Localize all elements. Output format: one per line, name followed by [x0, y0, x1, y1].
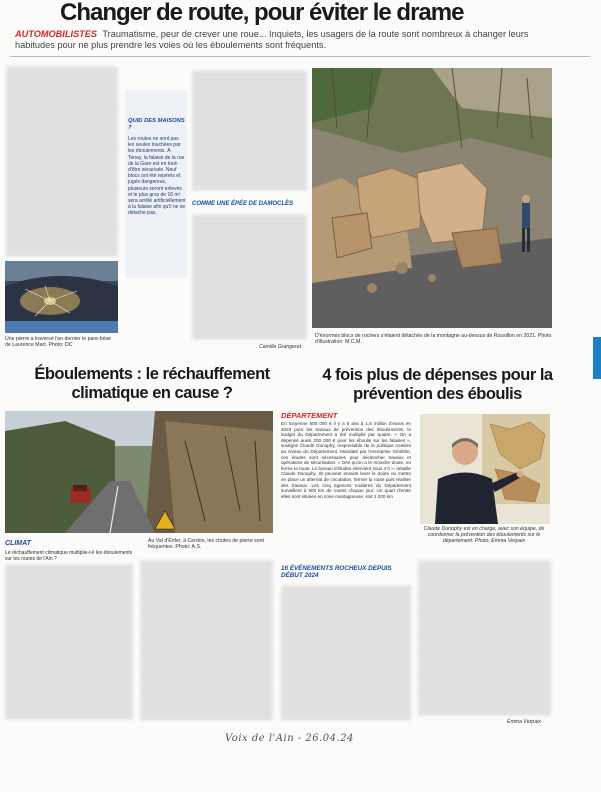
page-edge-tab: [593, 337, 601, 379]
climat-lead: Le réchauffement climatique multiplie-t-il les éboulements sur les routes de l'Ain ?: [5, 550, 133, 562]
redacted-text-climat-col1: [5, 564, 133, 719]
road-photo: [5, 411, 273, 533]
header-rule: [10, 56, 590, 57]
road-caption: Au Val d'Enfer, à Cerdon, les chutes de pierre sont fréquentes. Photo: A.S.: [148, 538, 264, 551]
sidebar-box-body: Les routes ne sont pas les seules touchées par les éboulements. À Tenay, la falaise de la rue de la Gare est en train d'être sécurisée. Neuf blocs ont été repérés et jugés dangereux, plusieurs seront enlevés et le plus gros de 16 m³ sera arrêté artificiellement à la falaise afin qu'il ne se détache pas.: [128, 136, 186, 217]
redacted-text-events-col: [281, 585, 411, 720]
rockfall-caption: D'énormes blocs de rochers s'étaient détachés de la montagne au-dessus de Rossillon en 2021. Photo d'illustration: M.C.M.: [315, 333, 552, 346]
person-photo: [420, 414, 550, 524]
header-lead-block: [15, 29, 550, 51]
subhead-damocles: COMME UNE ÉPÉE DE DAMOCLÈS: [192, 201, 294, 207]
sidebar-box-title: QUID DES MAISONS ?: [128, 118, 185, 131]
header-kicker: AUTOMOBILISTES: [15, 29, 98, 39]
rockfall-photo: [312, 68, 552, 328]
handwritten-source-date: Voix de l'Ain - 26.04.24: [225, 733, 354, 744]
person-caption: Claude Dunophy est en charge, avec son équipe, de coordonner la prévention des éboulements sur le département. Photo: Emma Verpaix: [423, 526, 545, 545]
windshield-photo: [5, 261, 118, 333]
right-headline: 4 fois plus de dépenses pour la prévention des éboulis: [322, 366, 553, 403]
header-lead: Traumatisme, peur de crever une roue... Inquiets, les usagers de la route sont nombreux à changer leurs habitudes pour ne plus prendre les voies où les éboulements sont fréquents.: [15, 29, 529, 50]
department-body: En moyenne 500 000 € il y a 5 ans à 1,6 million d'euros en 2023 pour les travaux de prévention des éboulements, le budget du Département a été multiplié par quatre. « On a dépensé aussi 200 000 € pour les éboulis sur les falaises », souligne Claude Dunophy, responsable de la politique routière au niveau du Département. Mandaté par l'entreprise Géolithe, ces études sont nécessaires pour déclencher travaux et opérations de sécurisation. « Dès qu'on a le moindre doute, on ferme la route. Le bureau d'études intervient sous 4 h », détaille Claude Dunophy. Ils peuvent ensuite lever le doute ou mettre en place un alternat de circulation, fermer la route puis réaliser des travaux. Les cinq agences routières du Département surveillent à 500 km de routes chaque jour. Un quart d'entre elles sont situées en zone montagneuse, soit 1 200 km.: [281, 421, 411, 499]
department-kicker: DÉPARTEMENT: [281, 411, 338, 420]
events-subhead: 16 ÉVÉNEMENTS ROCHEUX DEPUIS DÉBUT 2024: [281, 565, 392, 580]
climat-kicker: CLIMAT: [5, 540, 31, 547]
redacted-text-col1: [6, 66, 118, 256]
redacted-text-col2-bottom: [192, 214, 307, 339]
author-bottom: Emma Verpaix: [507, 719, 541, 725]
windshield-caption: Une pierre a traversé l'an dernier le pare-brise de Laurence Mart. Photo: DC: [5, 336, 111, 349]
author-top: Camille Grangeret: [259, 344, 302, 350]
redacted-text-climat-col2: [140, 560, 273, 720]
page-title: Changer de route, pour éviter le drame: [60, 0, 464, 26]
redacted-text-right-col: [418, 560, 551, 715]
left-headline: Éboulements : le réchauffement climatique en cause ?: [34, 365, 270, 402]
redacted-text-col2-top: [192, 70, 307, 190]
